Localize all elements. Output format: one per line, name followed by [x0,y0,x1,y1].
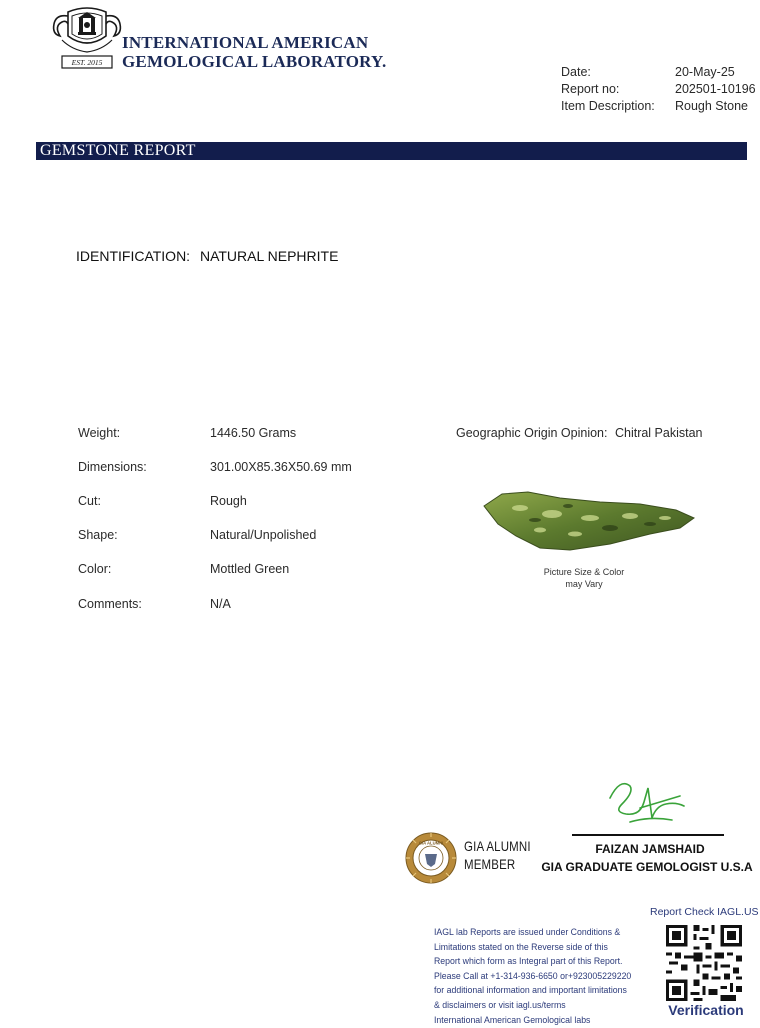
shape-value: Natural/Unpolished [210,528,317,542]
disclaimer-line: Limitations stated on the Reverse side of this [434,941,608,953]
item-description-value: Rough Stone [675,99,748,113]
disclaimer-line: & disclaimers or visit iagl.us/terms [434,999,566,1011]
dimensions-label: Dimensions: [78,460,147,474]
lab-name-line2: GEMOLOGICAL LABORATORY. [122,52,387,71]
item-description-label: Item Description: [561,99,655,113]
disclaimer-line: Report which form as Integral part of this Report. [434,956,623,968]
disclaimer-line: IAGL lab Reports are issued under Conditions & [434,927,621,938]
report-no-label: Report no: [561,82,620,96]
date-value: 20-May-25 [675,65,735,79]
handwritten-signature [600,776,690,832]
shape-label: Shape: [78,528,118,542]
verification-qr-code[interactable] [666,925,742,1001]
origin-label: Geographic Origin Opinion: [456,426,608,440]
color-value: Mottled Green [210,562,290,576]
disclaimer-line: for additional information and important limitations [434,985,627,997]
cut-label: Cut: [78,494,101,508]
signature-line [572,834,724,836]
gia-alumni-line1: GIA ALUMNI [464,838,531,854]
cut-value: Rough [210,494,247,508]
weight-label: Weight: [78,426,121,440]
gemstone-photo [480,484,698,556]
disclaimer [434,926,664,1028]
laboratory-logo [48,6,126,72]
picture-note [520,566,648,590]
color-label: Color: [78,562,112,576]
report-title: GEMSTONE REPORT [40,142,196,159]
logo-est-text: EST. 2015 [71,58,103,67]
signer-title: GIA GRADUATE GEMOLOGIST U.S.A [541,860,753,874]
signer-name: FAIZAN JAMSHAID [595,842,705,856]
disclaimer-line: International American Gemological labs [434,1014,591,1026]
lab-name-line1: INTERNATIONAL AMERICAN [122,33,369,52]
picture-note-line1: Picture Size & Color [543,567,625,577]
disclaimer-line: Please Call at +1-314-936-6650 or+923005229220 [434,970,632,982]
comments-value: N/A [210,597,231,611]
identification [76,248,338,264]
identification-value: NATURAL NEPHRITE [199,248,339,264]
geographic-origin [456,426,703,440]
date-label: Date: [561,65,591,79]
dimensions-value: 301.00X85.36X50.69 mm [210,460,352,474]
report-title-banner [36,142,747,160]
gia-alumni-seal [404,831,458,885]
verification-label: Verification [668,1002,744,1018]
identification-label: IDENTIFICATION: [76,248,191,264]
weight-value: 1446.50 Grams [210,426,297,440]
report-no-value: 202501-10196 [675,82,756,96]
gia-seal-text: GIA ALUMNI [418,840,444,846]
gia-alumni-line2: MEMBER [464,856,516,872]
report-check-link[interactable]: Report Check IAGL.US [650,906,759,918]
picture-note-line2: may Vary [565,579,603,589]
origin-value: Chitral Pakistan [614,426,703,440]
comments-label: Comments: [78,597,142,611]
